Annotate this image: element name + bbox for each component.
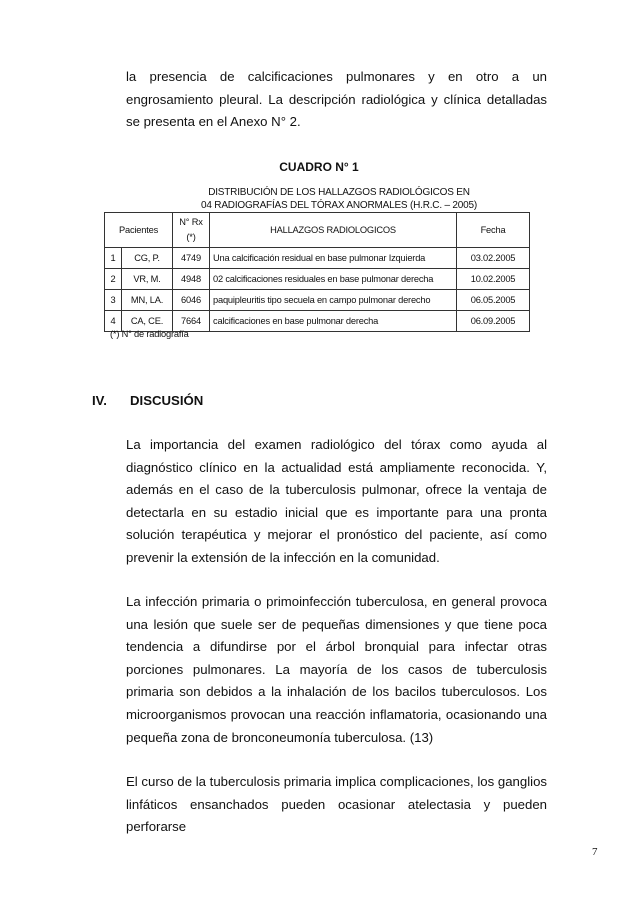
row-paciente: CG, P. bbox=[122, 248, 173, 269]
discussion-paragraph-2: La infección primaria o primoinfección tuberculosa, en general provoca una lesión que suele ser de pequeñas dimensiones y que tiene poca tendencia a difundirse por el árbol bronquial para infectar otras porciones pulmonares. La mayoría de los casos de tuberculosis primaria son debidos a la inhalación de los bacilos tuberculosos. Los microorganismos provocan una reacción inflamatoria, ocasionando una pequeña zona de bronconeumonía tuberculosa. (13) bbox=[126, 594, 547, 745]
row-rx: 4948 bbox=[173, 269, 210, 290]
cuadro-title: CUADRO N° 1 bbox=[279, 160, 359, 174]
table-caption-line-1: DISTRIBUCIÓN DE LOS HALLAZGOS RADIOLÓGICOS EN bbox=[208, 187, 470, 198]
header-nrx bbox=[173, 213, 210, 248]
row-rx: 4749 bbox=[173, 248, 210, 269]
table-caption bbox=[150, 186, 528, 212]
row-paciente: CA, CE. bbox=[122, 311, 173, 332]
row-number: 1 bbox=[105, 248, 122, 269]
header-fecha: Fecha bbox=[457, 213, 530, 248]
findings-table bbox=[104, 212, 530, 332]
row-fecha: 03.02.2005 bbox=[457, 248, 530, 269]
row-rx: 6046 bbox=[173, 290, 210, 311]
header-nrx-line-1: N° Rx bbox=[179, 217, 203, 227]
row-paciente: VR, M. bbox=[122, 269, 173, 290]
page-number: 7 bbox=[592, 846, 598, 858]
table-row bbox=[105, 248, 530, 269]
table-row bbox=[105, 269, 530, 290]
row-hallazgo: 02 calcificaciones residuales en base pulmonar derecha bbox=[210, 269, 457, 290]
table-footnote: (*) N° de radiografía bbox=[110, 329, 189, 339]
table-header-row bbox=[105, 213, 530, 248]
discussion-paragraph-1: La importancia del examen radiológico del tórax como ayuda al diagnóstico clínico en la actualidad está ampliamente reconocida. Y, además en el caso de la tuberculosis pulmonar, ofrece la ventaja de detectarla en su estadio inicial que es importante para una pronta solución terapéutica y mejorar el pronóstico del paciente, así como prevenir la extensión de la infección en la comunidad. bbox=[126, 437, 547, 565]
row-fecha: 10.02.2005 bbox=[457, 269, 530, 290]
row-paciente: MN, LA. bbox=[122, 290, 173, 311]
table-row bbox=[105, 290, 530, 311]
discussion-paragraph-3: El curso de la tuberculosis primaria implica complicaciones, los ganglios linfáticos ensanchados pueden ocasionar atelectasia y pueden perforarse bbox=[126, 774, 547, 835]
row-rx: 7664 bbox=[173, 311, 210, 332]
header-hallazgos: HALLAZGOS RADIOLOGICOS bbox=[210, 213, 457, 248]
section-title: DISCUSIÓN bbox=[130, 393, 204, 408]
header-nrx-line-2: (*) bbox=[186, 232, 196, 242]
row-fecha: 06.09.2005 bbox=[457, 311, 530, 332]
row-number: 2 bbox=[105, 269, 122, 290]
row-fecha: 06.05.2005 bbox=[457, 290, 530, 311]
table-caption-line-2: 04 RADIOGRAFÍAS DEL TÓRAX ANORMALES (H.R.C. – 2005) bbox=[201, 200, 477, 211]
row-hallazgo: calcificaciones en base pulmonar derecha bbox=[210, 311, 457, 332]
intro-paragraph: la presencia de calcificaciones pulmonares y en otro a un engrosamiento pleural. La descripción radiológica y clínica detalladas se presenta en el Anexo N° 2. bbox=[126, 69, 547, 130]
row-hallazgo: Una calcificación residual en base pulmonar Izquierda bbox=[210, 248, 457, 269]
section-number: IV. bbox=[92, 393, 107, 408]
header-pacientes: Pacientes bbox=[105, 213, 173, 248]
row-hallazgo: paquipleuritis tipo secuela en campo pulmonar derecho bbox=[210, 290, 457, 311]
row-number: 4 bbox=[105, 311, 122, 332]
row-number: 3 bbox=[105, 290, 122, 311]
